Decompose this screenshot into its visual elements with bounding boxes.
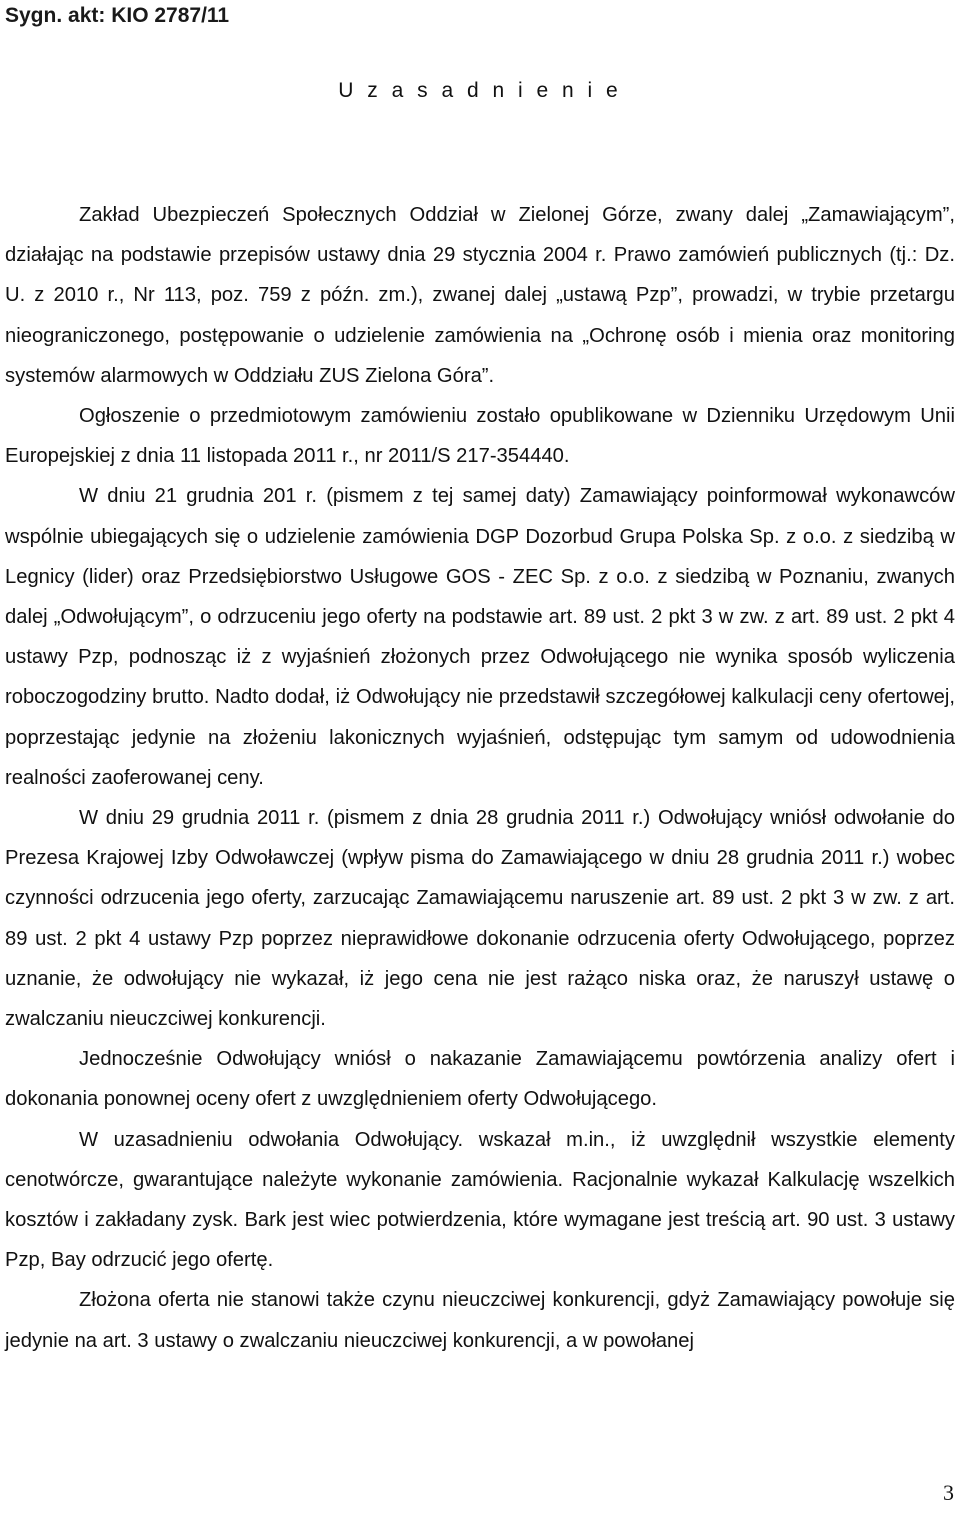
paragraph-4: W dniu 29 grudnia 2011 r. (pismem z dnia 28 grudnia 2011 r.) Odwołujący wniósł odwołanie do Prezesa Krajowej Izby Odwoławczej (wpływ pisma do Zamawiającego w dniu 28 grudnia 2011 r.) wobec czynności odrzucenia jego oferty, zarzucając Zamawiającemu naruszenie art. 89 ust. 2 pkt 3 w zw. z art. 89 ust. 2 pkt 4 ustawy Pzp poprzez nieprawidłowe dokonanie odrzucenia oferty Odwołującego, poprzez uznanie, że odwołujący nie wykazał, iż jego cena nie jest rażąco niska oraz, że naruszył ustawę o zwalczaniu nieuczciwej konkurencji. xyxy=(5,807,955,1031)
document-body xyxy=(5,195,955,1361)
paragraph-3: W dniu 21 grudnia 201 r. (pismem z tej samej daty) Zamawiający poinformował wykonawców wspólnie ubiegających się o udzielenie zamówienia DGP Dozorbud Grupa Polska Sp. z o.o. z siedzibą w Legnicy (lider) oraz Przedsiębiorstwo Usługowe GOS - ZEC Sp. z o.o. z siedzibą w Poznaniu, zwanych dalej „Odwołującym”, o odrzuceniu jego oferty na podstawie art. 89 ust. 2 pkt 3 w zw. z art. 89 ust. 2 pkt 4 ustawy Pzp, podnosząc iż z wyjaśnień złożonych przez Odwołującego nie wynika sposób wyliczenia roboczogodziny brutto. Nadto dodał, iż Odwołujący nie przedstawił szczegółowej kalkulacji ceny ofertowej, poprzestając jedynie na złożeniu lakonicznych wyjaśnień, odstępując tym samym od udowodnienia realności zaoferowanej ceny. xyxy=(5,485,955,789)
page-number: 3 xyxy=(943,1480,954,1505)
paragraph-5: Jednocześnie Odwołujący wniósł o nakazanie Zamawiającemu powtórzenia analizy ofert i dokonania ponownej oceny ofert z uwzględnieniem oferty Odwołującego. xyxy=(5,1048,955,1111)
paragraph-6: W uzasadnieniu odwołania Odwołujący. wskazał m.in., iż uwzględnił wszystkie elementy cenotwórcze, gwarantujące należyte wykonanie zamówienia. Racjonalnie wykazał Kalkulację wszelkich kosztów i zakładany zysk. Bark jest wiec potwierdzenia, które wymagane jest treścią art. 90 ust. 3 ustawy Pzp, Bay odrzucić jego ofertę. xyxy=(5,1128,955,1272)
paragraph-7: Złożona oferta nie stanowi także czynu nieuczciwej konkurencji, gdyż Zamawiający powołuje się jedynie na art. 3 ustawy o zwalczaniu nieuczciwej konkurencji, a w powołanej xyxy=(5,1289,955,1352)
paragraph-1: Zakład Ubezpieczeń Społecznych Oddział w Zielonej Górze, zwany dalej „Zamawiającym”, działając na podstawie przepisów ustawy dnia 29 stycznia 2004 r. Prawo zamówień publicznych (tj.: Dz. U. z 2010 r., Nr 113, poz. 759 z późn. zm.), zwanej dalej „ustawą Pzp”, prowadzi, w trybie przetargu nieograniczonego, postępowanie o udzielenie zamówienia na „Ochronę osób i mienia oraz monitoring systemów alarmowych w Oddziału ZUS Zielona Góra”. xyxy=(5,204,955,387)
paragraph-2: Ogłoszenie o przedmiotowym zamówieniu zostało opublikowane w Dzienniku Urzędowym Unii Europejskiej z dnia 11 listopada 2011 r., nr 2011/S 217-354440. xyxy=(5,405,955,468)
case-signature: Sygn. akt: KIO 2787/11 xyxy=(5,4,230,27)
document-title: U z a s a d n i e n i e xyxy=(338,79,622,102)
